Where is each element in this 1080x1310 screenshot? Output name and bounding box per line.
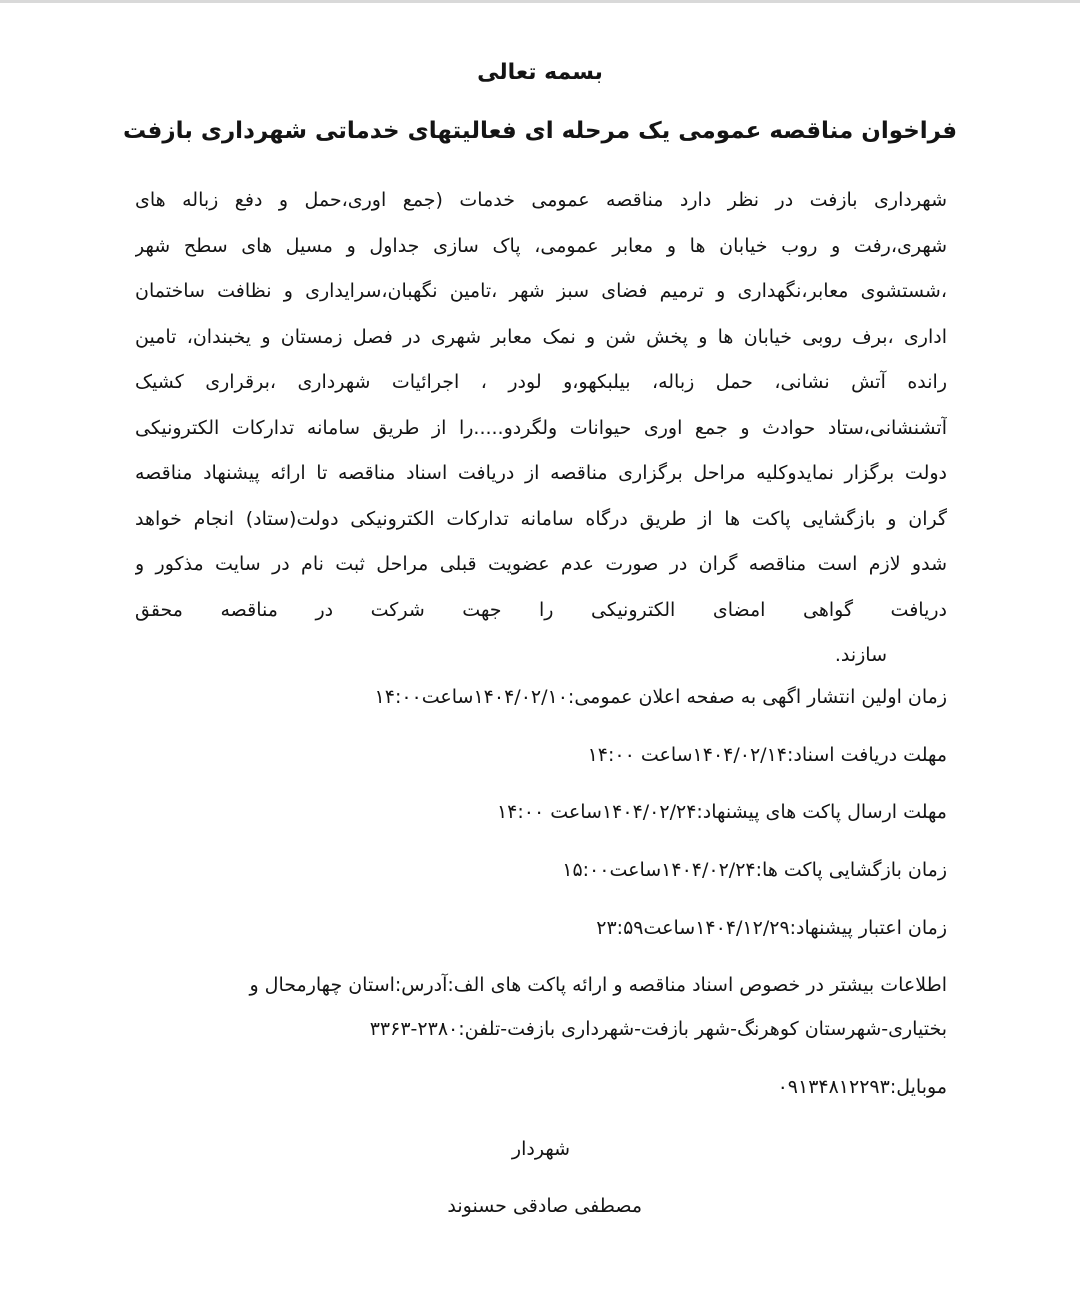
schedule-first-publication: زمان اولین انتشار اگهی به صفحه اعلان عمومی:۱۴۰۴/۰۲/۱۰ساعت۱۴:۰۰ bbox=[374, 686, 947, 708]
body-line: دولت برگزار نمایدوکلیه مراحل برگزاری مناقصه از دریافت اسناد مناقصه تا ارائه پیشنهاد مناقصه bbox=[135, 462, 947, 484]
body-line: ،شستشوی معابر،نگهداری و ترمیم فضای سبز شهر ،تامین نگهبان،سرایداری و نظافت ساختمان bbox=[135, 280, 947, 302]
body-line: اداری ،برف روبی خیابان ها و پخش شن و نمک معابر شهری در فصل زمستان و یخبندان، تامین bbox=[135, 325, 947, 348]
body-line: شهرداری بازفت در نظر دارد مناقصه عمومی خدمات (جمع اوری،حمل و دفع زباله های bbox=[135, 189, 947, 211]
invocation-heading: بسمه تعالی bbox=[477, 60, 603, 85]
schedule-document-deadline: مهلت دریافت اسناد:۱۴۰۴/۰۲/۱۴ساعت ۱۴:۰۰ bbox=[587, 744, 947, 766]
body-line: شدو لازم است مناقصه گران در صورت عدم عضویت قبلی مراحل ثبت نام در سایت مذکور و bbox=[135, 553, 947, 575]
body-line: آتشنشانی،ستاد حوادث و جمع اوری حیوانات ولگردو.....را از طریق سامانه تدارکات الکترونیکی bbox=[135, 416, 947, 439]
signature-name: مصطفی صادقی حسنوند bbox=[447, 1195, 642, 1217]
schedule-opening-time: زمان بازگشایی پاکت ها:۱۴۰۴/۰۲/۲۴ساعت۱۵:۰۰ bbox=[562, 859, 947, 881]
announcement-body bbox=[135, 178, 947, 679]
body-line: رانده آتش نشانی، حمل زباله، بیلبکهو،و لودر ، اجرائیات شهرداری ،برقراری کشیک bbox=[135, 371, 947, 393]
contact-info-line: اطلاعات بیشتر در خصوص اسناد مناقصه و ارائه پاکت های الف:آدرس:استان چهارمحال و bbox=[249, 974, 947, 996]
body-line: دریافت گواهی امضای الکترونیکی را جهت شرکت در مناقصه محقق bbox=[135, 598, 947, 621]
schedule-submission-deadline: مهلت ارسال پاکت های پیشنهاد:۱۴۰۴/۰۲/۲۴ساعت ۱۴:۰۰ bbox=[496, 801, 947, 823]
schedule-validity: زمان اعتبار پیشنهاد:۱۴۰۴/۱۲/۲۹ساعت۲۳:۵۹ bbox=[596, 917, 947, 939]
body-line: سازند. bbox=[834, 644, 887, 666]
announcement-title: فراخوان مناقصه عمومی یک مرحله ای فعالیتهای خدماتی شهرداری بازفت bbox=[122, 118, 958, 144]
body-line: گران و بازگشایی پاکت ها از طریق درگاه سامانه تدارکات الکترونیکی دولت(ستاد) انجام خواهد bbox=[135, 507, 947, 530]
signature-role: شهردار bbox=[511, 1138, 570, 1160]
body-line: شهری،رفت و روب خیابان ها و معابر عمومی، پاک سازی جداول و مسیل های سطح شهر bbox=[135, 234, 947, 257]
contact-mobile: موبایل:۰۹۱۳۴۸۱۲۲۹۳ bbox=[777, 1076, 947, 1098]
contact-address-phone: بختیاری-شهرستان کوهرنگ-شهر بازفت-شهرداری بازفت-تلفن:۲۳۸۰-۳۳۶۳ bbox=[369, 1018, 947, 1040]
